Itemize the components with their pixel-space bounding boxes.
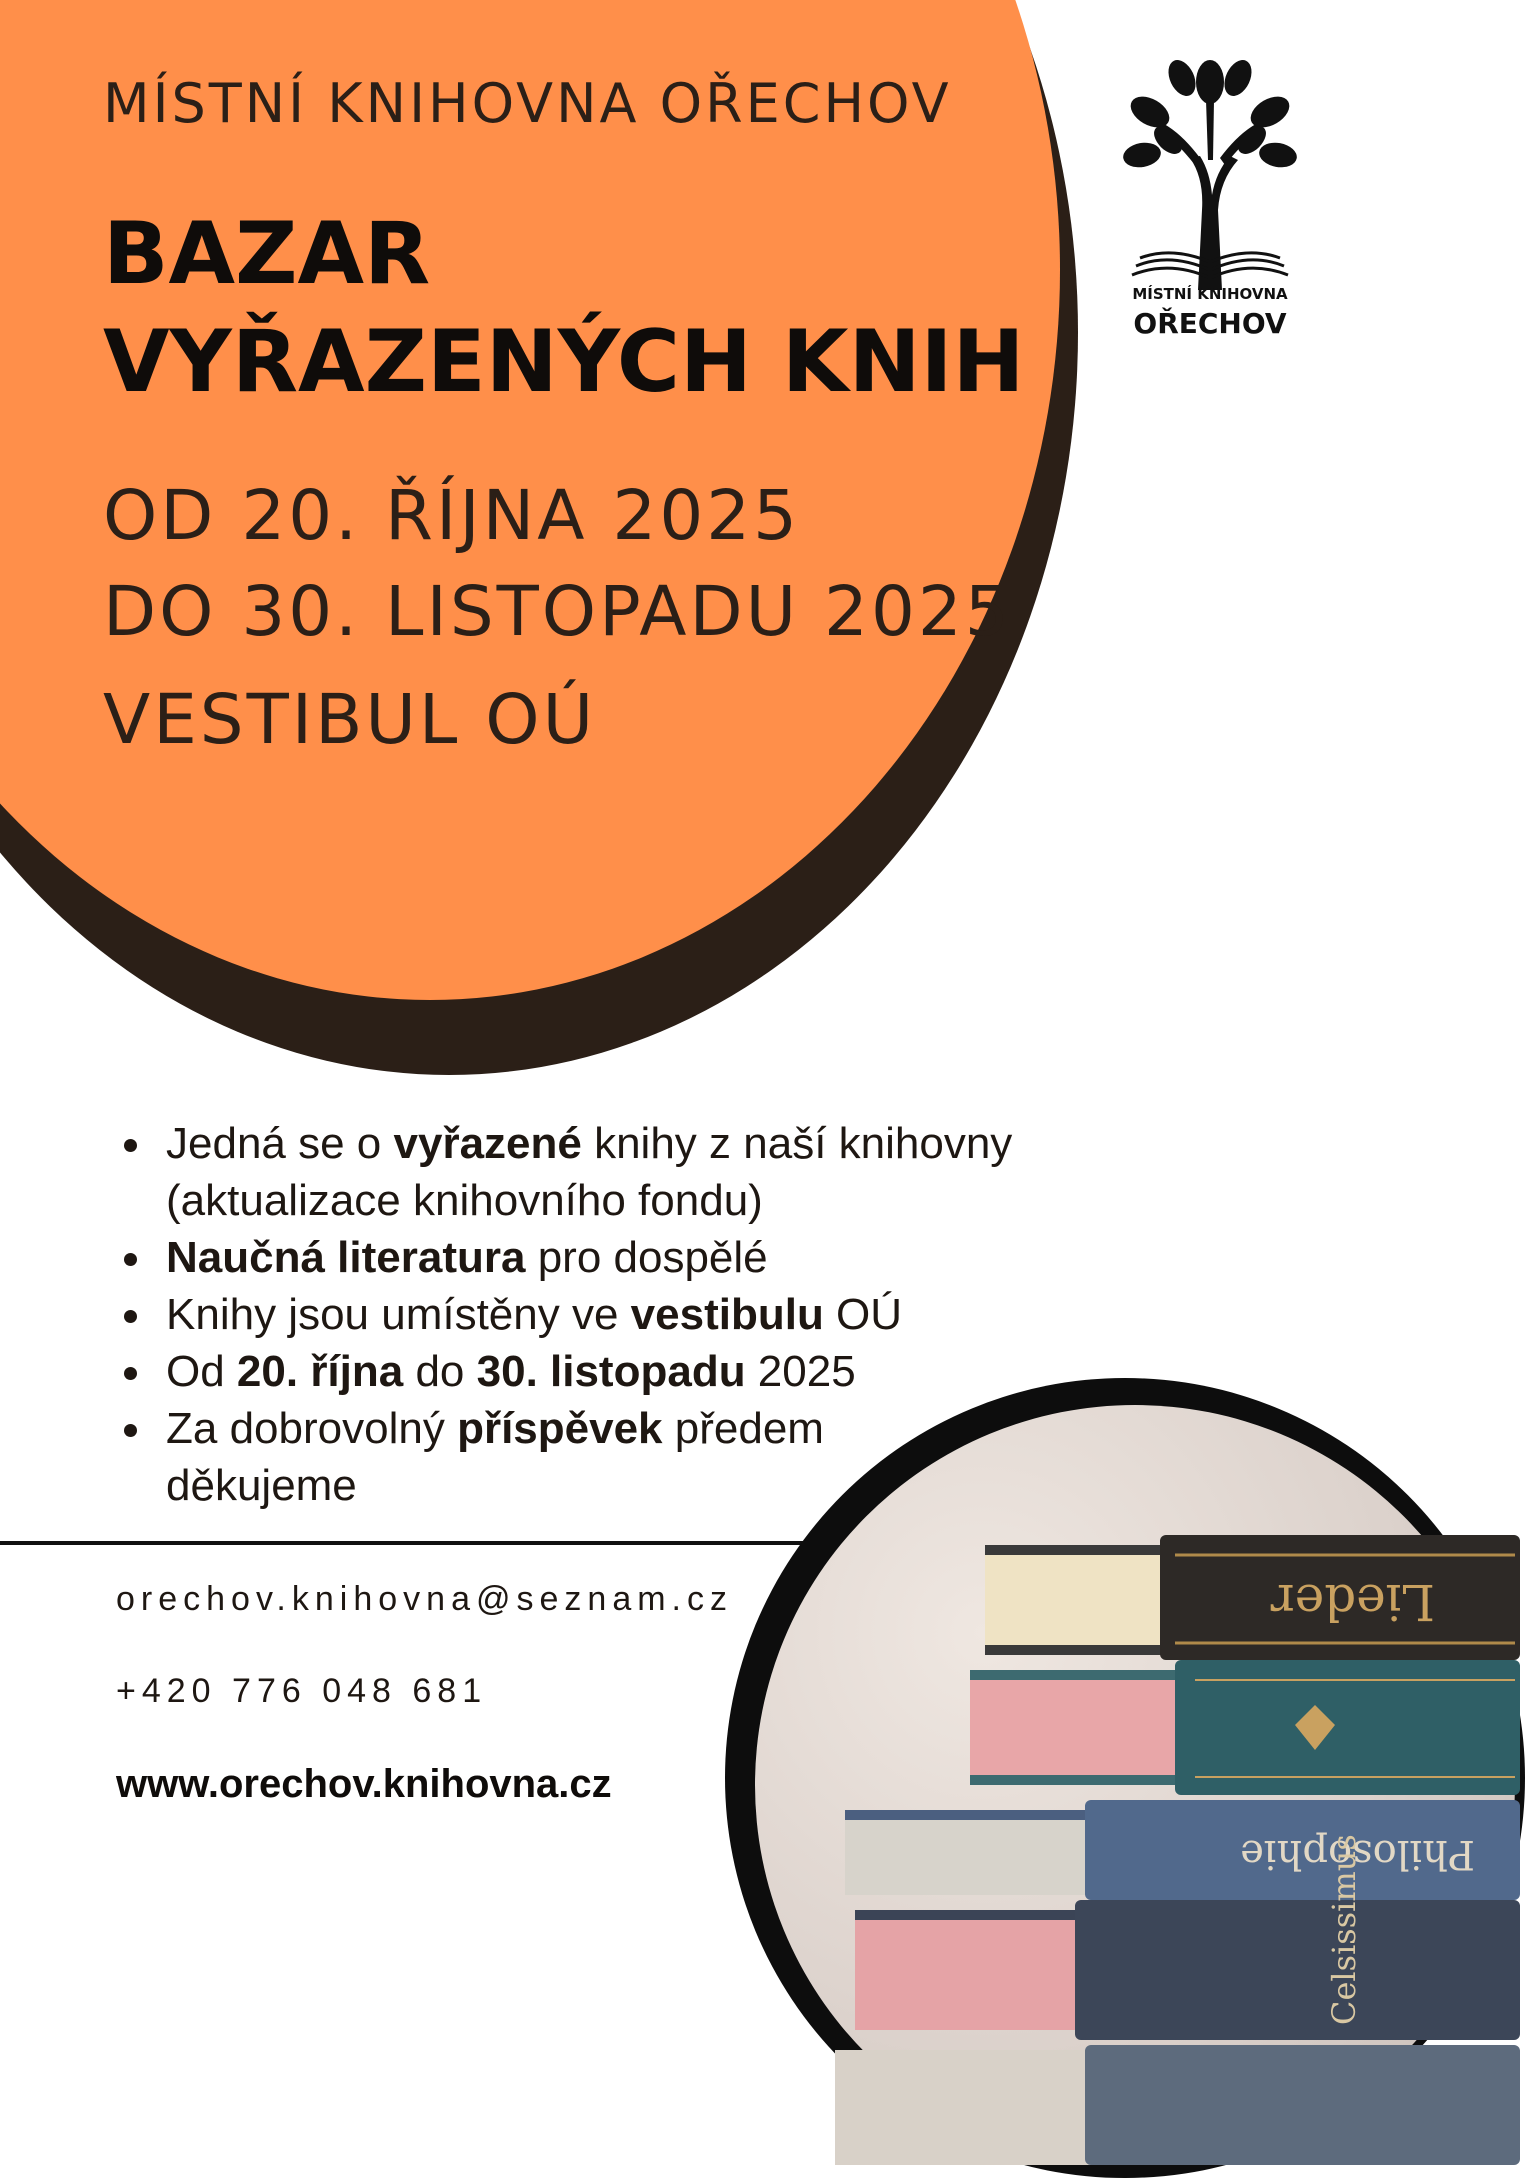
spine-text: Philosophie [1240,1831,1475,1877]
poster-title [103,200,1025,416]
contact-phone[interactable]: +420 776 048 681 [116,1672,488,1710]
contact-website[interactable]: www.orechov.knihovna.cz [116,1762,612,1806]
date-from: OD 20. ŘÍJNA 2025 [103,476,801,556]
logo-text-small: MÍSTNÍ KNIHOVNA [1132,285,1288,303]
list-item: Jedná se o vyřazené knihy z naší knihovny (aktualizace knihovního fondu) [118,1115,1118,1229]
title-line-1: BAZAR [103,204,431,304]
divider [0,1541,860,1545]
spine-text: Celsissimus [1325,1834,1363,2025]
library-name: MÍSTNÍ KNIHOVNA OŘECHOV [103,72,952,135]
location: VESTIBUL OÚ [103,680,597,760]
list-item: Od 20. října do 30. listopadu 2025 [118,1343,1118,1400]
date-to: DO 30. LISTOPADU 2025 [103,572,1012,652]
book-stack-photo [755,1405,1515,2165]
list-item: Za dobrovolný příspěvek předem děkujeme [118,1400,866,1514]
list-item: Knihy jsou umístěny ve vestibulu OÚ [118,1286,1118,1343]
spine-text: Lieder [1270,1573,1435,1631]
logo-text-large: OŘECHOV [1133,307,1287,340]
contact-email[interactable]: orechov.knihovna@seznam.cz [116,1580,733,1618]
library-logo [1120,60,1300,350]
tree-book-icon [1120,60,1300,290]
book-stack-illustration [755,1405,1515,2165]
list-item: Naučná literatura pro dospělé [118,1229,1118,1286]
title-line-2: VYŘAZENÝCH KNIH [103,312,1025,412]
